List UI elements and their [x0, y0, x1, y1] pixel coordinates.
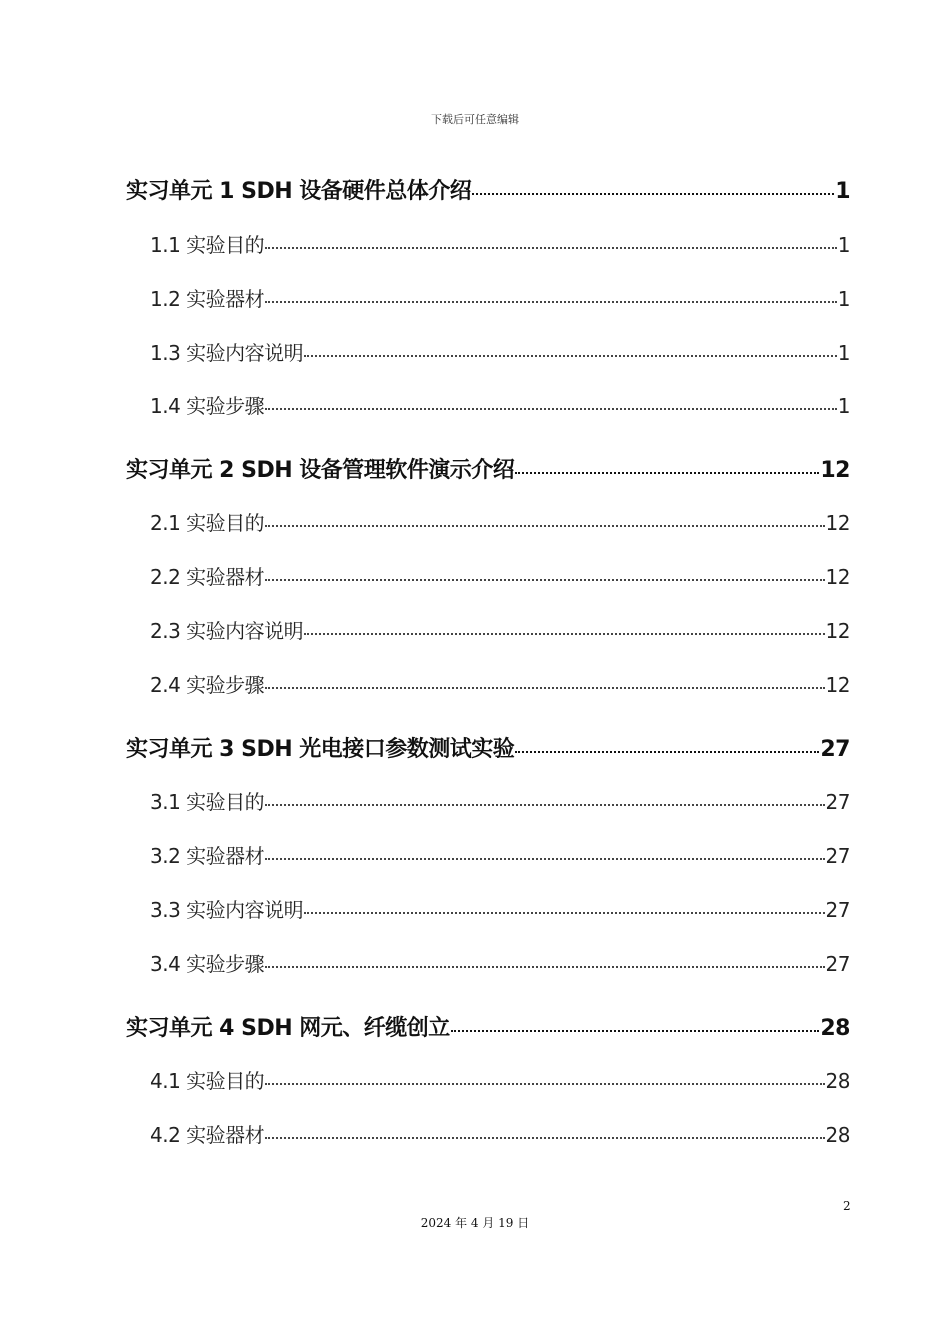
toc-entry-title: 3.1 实验目的: [150, 790, 265, 814]
page-number: 2: [843, 1199, 851, 1213]
toc-entry-page: 27: [820, 737, 850, 762]
toc-entry-page: 27: [825, 790, 850, 814]
toc-entry-4-2[interactable]: [150, 1119, 850, 1148]
toc-entry-1-1[interactable]: [150, 229, 850, 258]
toc-entry-page: 28: [825, 1069, 850, 1093]
dot-leader: [265, 247, 837, 249]
footer-date: 2024 年 4 月 19 日: [420, 1216, 530, 1230]
toc-entry-3-1[interactable]: [150, 786, 850, 815]
toc-entry-title: 实习单元 2 SDH 设备管理软件演示介绍: [126, 458, 515, 483]
dot-leader: [304, 912, 824, 914]
toc-entry-page: 28: [820, 1016, 850, 1041]
toc-entry-title: 实习单元 4 SDH 网元、纤缆创立: [126, 1016, 450, 1041]
dot-leader: [265, 858, 824, 860]
dot-leader: [265, 579, 824, 581]
toc-entry-4-1[interactable]: [150, 1065, 850, 1094]
toc-entry-unit-4[interactable]: [126, 1011, 850, 1042]
toc-entry-page: 27: [825, 952, 850, 976]
dot-leader: [515, 751, 819, 753]
dot-leader: [265, 301, 837, 303]
toc-entry-2-4[interactable]: [150, 669, 850, 698]
toc-entry-page: 27: [825, 844, 850, 868]
toc-entry-page: 1: [837, 341, 850, 365]
toc-entry-1-4[interactable]: [150, 390, 850, 419]
dot-leader: [265, 525, 824, 527]
toc-entry-page: 12: [825, 619, 850, 643]
toc-entry-1-3[interactable]: [150, 337, 850, 366]
toc-entry-page: 12: [825, 673, 850, 697]
toc-entry-unit-3[interactable]: [126, 732, 850, 763]
dot-leader: [265, 1137, 824, 1139]
toc-entry-3-4[interactable]: [150, 948, 850, 977]
toc-entry-title: 2.1 实验目的: [150, 511, 265, 535]
dot-leader: [265, 687, 824, 689]
toc-entry-2-1[interactable]: [150, 507, 850, 536]
toc-entry-3-2[interactable]: [150, 840, 850, 869]
toc-entry-title: 1.3 实验内容说明: [150, 341, 304, 365]
dot-leader: [265, 966, 824, 968]
toc-entry-title: 实习单元 3 SDH 光电接口参数测试实验: [126, 737, 515, 762]
toc-entry-title: 3.3 实验内容说明: [150, 898, 304, 922]
toc-entry-title: 1.4 实验步骤: [150, 394, 265, 418]
toc-entry-unit-2[interactable]: [126, 453, 850, 484]
toc-entry-title: 2.3 实验内容说明: [150, 619, 304, 643]
dot-leader: [304, 633, 824, 635]
toc-entry-title: 4.1 实验目的: [150, 1069, 265, 1093]
toc-entry-page: 12: [825, 565, 850, 589]
dot-leader: [265, 408, 837, 410]
toc-entry-page: 28: [825, 1123, 850, 1147]
toc-entry-title: 3.2 实验器材: [150, 844, 265, 868]
toc-entry-page: 12: [820, 458, 850, 483]
toc-entry-page: 1: [837, 287, 850, 311]
dot-leader: [472, 193, 834, 195]
toc-entry-title: 1.2 实验器材: [150, 287, 265, 311]
toc-entry-title: 3.4 实验步骤: [150, 952, 265, 976]
toc-entry-title: 2.2 实验器材: [150, 565, 265, 589]
toc-entry-page: 27: [825, 898, 850, 922]
dot-leader: [451, 1030, 820, 1032]
toc-entry-title: 1.1 实验目的: [150, 233, 265, 257]
toc-entry-2-2[interactable]: [150, 561, 850, 590]
dot-leader: [265, 1083, 824, 1085]
toc-entry-title: 4.2 实验器材: [150, 1123, 265, 1147]
dot-leader: [304, 355, 837, 357]
toc-entry-page: 12: [825, 511, 850, 535]
page-header: 下载后可任意编辑: [431, 113, 519, 126]
toc-entry-2-3[interactable]: [150, 615, 850, 644]
toc-entry-unit-1[interactable]: [126, 174, 850, 205]
toc-entry-page: 1: [837, 394, 850, 418]
toc-entry-title: 2.4 实验步骤: [150, 673, 265, 697]
dot-leader: [515, 472, 819, 474]
toc-entry-page: 1: [835, 179, 850, 204]
dot-leader: [265, 804, 824, 806]
toc-entry-3-3[interactable]: [150, 894, 850, 923]
toc-entry-page: 1: [837, 233, 850, 257]
toc-entry-1-2[interactable]: [150, 283, 850, 312]
toc-entry-title: 实习单元 1 SDH 设备硬件总体介绍: [126, 179, 472, 204]
